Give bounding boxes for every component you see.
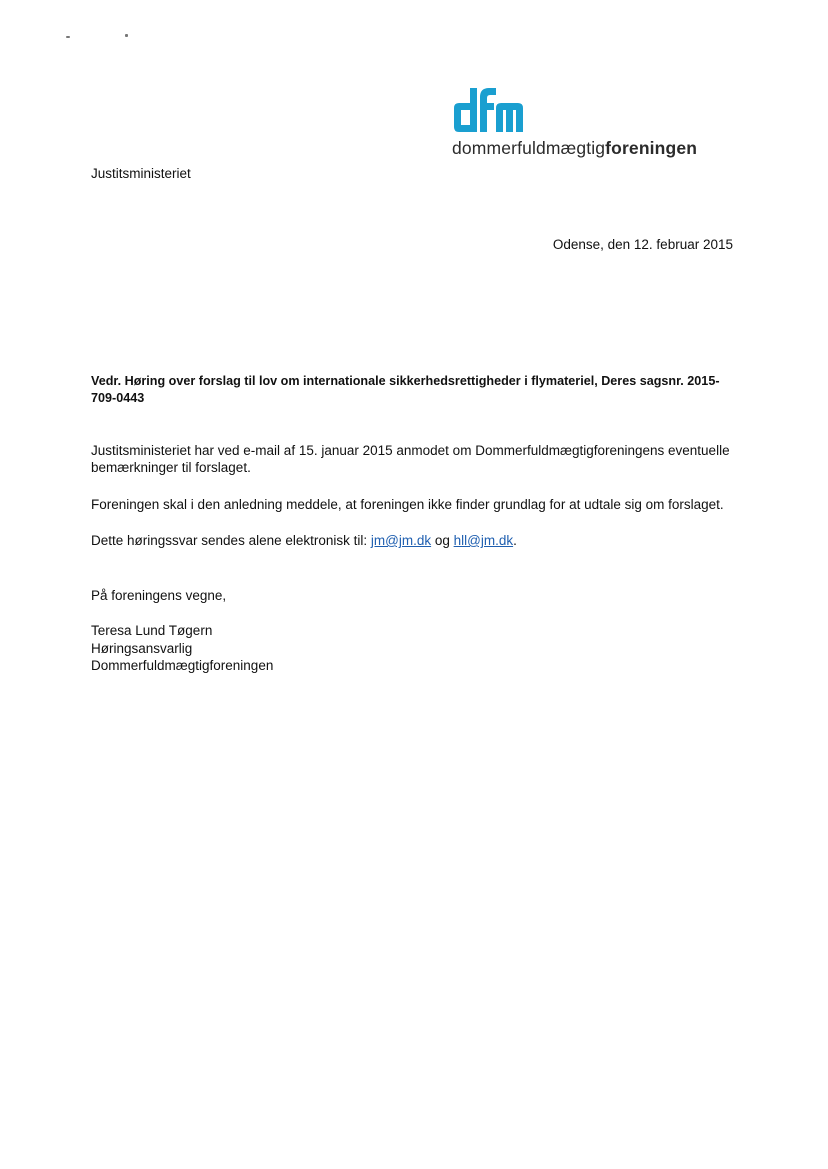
logo-wordmark-bold: foreningen [605, 138, 698, 158]
body-paragraph-3 [91, 532, 517, 549]
logo-wordmark [452, 137, 697, 159]
subject-line: Vedr. Høring over forslag til lov om internationale sikkerhedsrettigheder i flymateriel, Deres sagsnr. 2015-709-0443 [91, 374, 720, 405]
conjunction-text: og [431, 533, 454, 548]
recipient: Justitsministeriet [91, 166, 191, 181]
closing-line: På foreningens vegne, [91, 588, 227, 603]
dfm-logo [452, 86, 732, 162]
scan-speck [66, 36, 70, 38]
logo-wordmark-regular: dommerfuldmægtig [452, 138, 606, 158]
signer-organization: Dommerfuldmægtigforeningen [91, 658, 274, 673]
place-date: Odense, den 12. februar 2015 [552, 237, 733, 252]
scan-speck [125, 34, 128, 37]
paragraph-3-end: . [513, 533, 517, 548]
signer-title: Høringsansvarlig [91, 640, 193, 656]
email-link-hll[interactable]: hll@jm.dk [453, 533, 514, 548]
signature-block [91, 622, 273, 675]
signer-name: Teresa Lund Tøgern [91, 623, 213, 638]
body-paragraph-2: Foreningen skal i den anledning meddele, at foreningen ikke finder grundlag for at udtale sig om forslaget. [91, 497, 724, 512]
paragraph-3-text: Dette høringssvar sendes alene elektronisk til: [91, 533, 371, 548]
body-paragraph-1: Justitsministeriet har ved e-mail af 15. januar 2015 anmodet om Dommerfuldmægtigforeningens eventuelle bemærkninger til forslaget. [91, 443, 730, 475]
email-link-jm[interactable]: jm@jm.dk [370, 533, 432, 548]
dfm-logo-mark [452, 86, 524, 134]
